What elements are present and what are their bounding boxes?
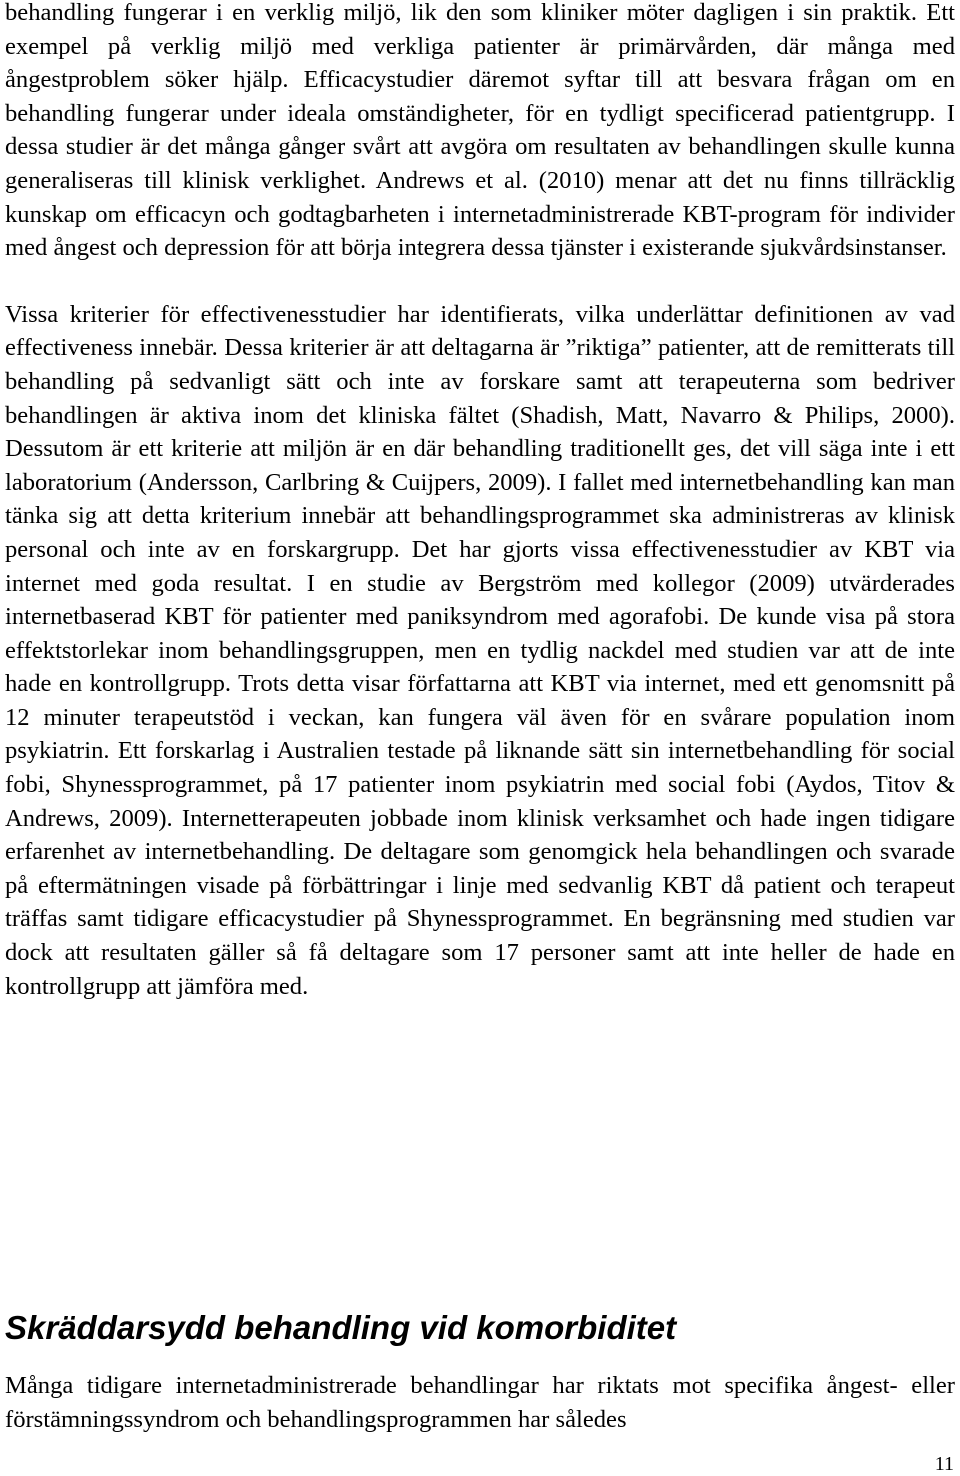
paragraph: Många tidigare internetadministrerade behandlingar har riktats mot specifika ångest- eller förstämningssyndrom och behandlingsprogrammen har således [5, 1372, 955, 1433]
section-heading: Skräddarsydd behandling vid komorbiditet [5, 1309, 677, 1346]
paragraph: Vissa kriterier för effectivenesstudier har identifierats, vilka underlättar definitionen av vad effectiveness innebär. Dessa kriterier är att deltagarna är ”riktiga” patienter, att de remitterats till behandling på sedvanligt sätt och inte av forskare samt att terapeuterna som bedriver behandlingen är aktiva inom det kliniska fältet (Shadish, Matt, Navarro & Philips, 2000). Dessutom är ett kriterie att miljön är en där behandling traditionellt ges, det vill säga inte i ett laboratorium (Andersson, Carlbring & Cuijpers, 2009). I fallet med internetbehandling kan man tänka sig att detta kriterium innebär att behandlingsprogrammet ska administreras av klinisk personal och inte av en forskargrupp. Det har gjorts vissa effectivenesstudier av KBT via internet med goda resultat. I en studie av Bergström med kollegor (2009) utvärderades internetbaserad KBT för patienter med paniksyndrom med agorafobi. De kunde visa på stora effektstorlekar inom behandlingsgruppen, men en tydlig nackdel med studien var att de inte hade en kontrollgrupp. Trots detta visar författarna att KBT via internet, med ett genomsnitt på 12 minuter terapeutstöd i veckan, kan fungera väl även för en svårare population inom psykiatrin. Ett forskarlag i Australien testade på liknande sätt sin internetbehandling för social fobi, Shynessprogrammet, på 17 patienter inom psykiatrin med social fobi (Aydos, Titov & Andrews, 2009). Internetterapeuten jobbade inom klinisk verksamhet och hade ingen tidigare erfarenhet av internetbehandling. De deltagare som genomgick hela behandlingen och svarade på eftermätningen visade på förbättringar i linje med sedvanlig KBT då patient och terapeut träffas samt tidigare efficacystudier på Shynessprogrammet. En begränsning med studien var dock att resultaten gäller så få deltagare som 17 personer samt att inte heller de hade en kontrollgrupp att jämföra med. [5, 300, 955, 1000]
page-number: 11 [934, 1453, 954, 1475]
paragraph: behandling fungerar i en verklig miljö, lik den som kliniker möter dagligen i sin praktik. Ett exempel på verklig miljö med verkliga patienter är primärvården, där många med ångestproblem söker hjälp. Efficacystudier däremot syftar till att besvara frågan om en behandling fungerar under ideala omständigheter, för en tydligt specificerad patientgrupp. I dessa studier är det många gånger svårt att avgöra om resultaten av behandlingen skulle kunna generaliseras till klinisk verklighet. Andrews et al. (2010) menar att det nu finns tillräcklig kunskap om efficacyn och godtagbarheten i internetadministrerade KBT-program för individer med ångest och depression för att börja integrera dessa tjänster i existerande sjukvårdsinstanser. [5, 0, 955, 262]
document-body [5, 0, 955, 1003]
